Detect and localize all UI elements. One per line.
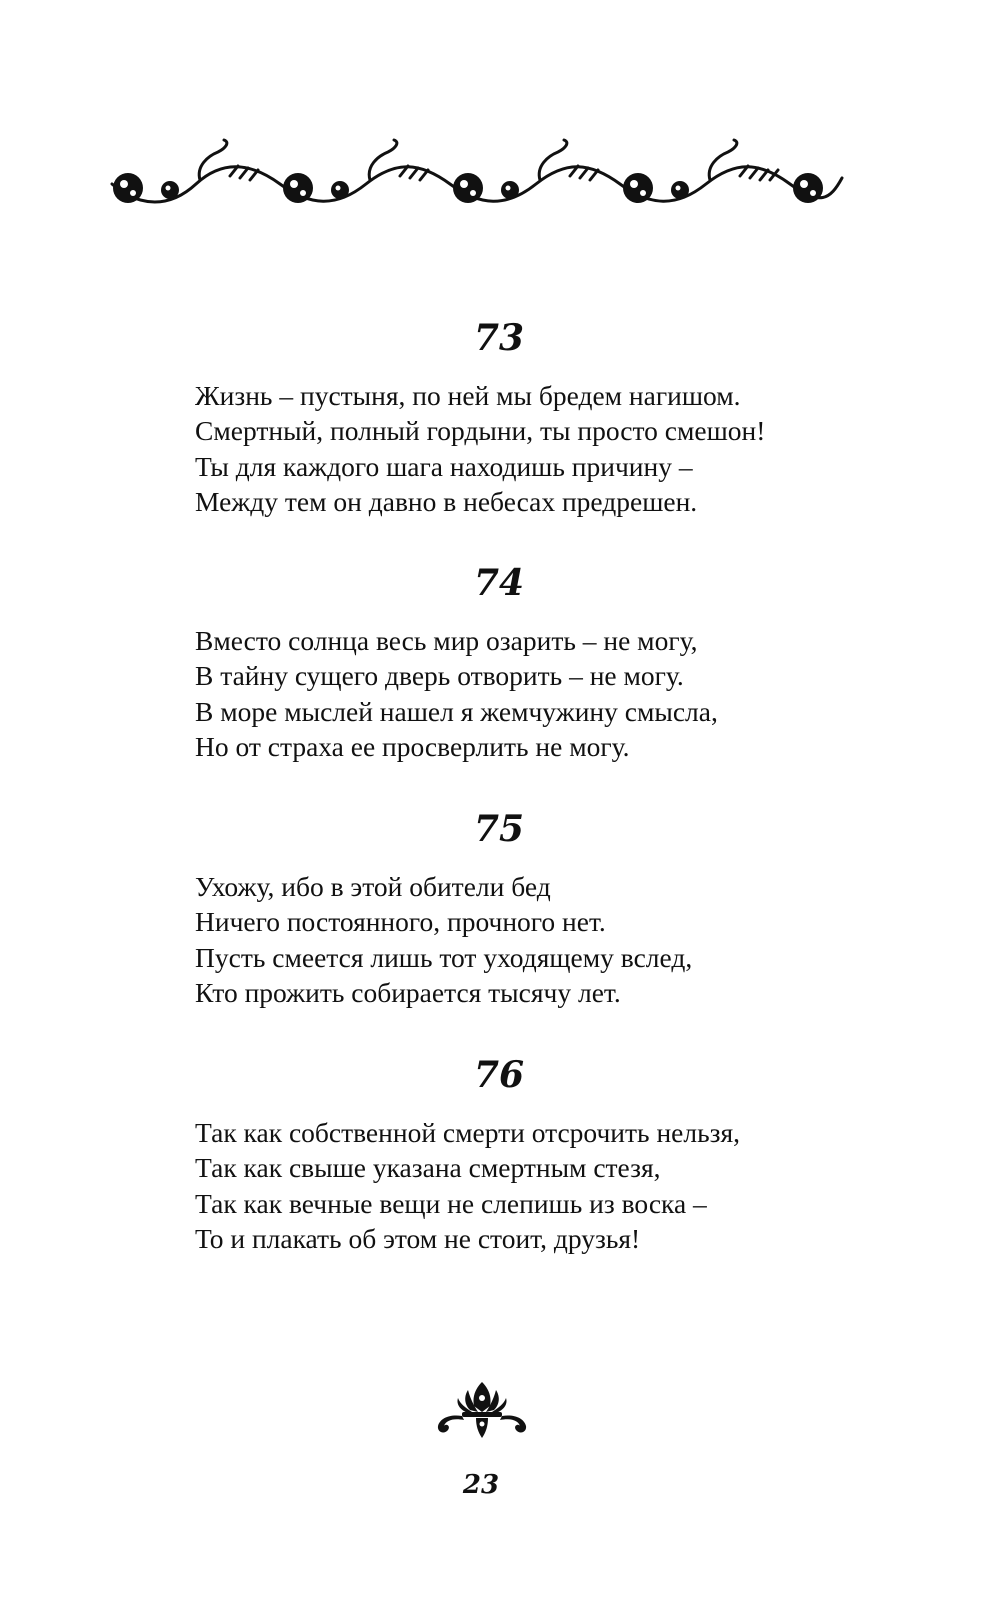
- rubai-75: [195, 809, 835, 1011]
- vine-scroll-border-icon: [100, 138, 850, 218]
- poem-line: В тайну сущего дверь отворить – не могу.: [195, 660, 684, 692]
- poem-lines: [195, 869, 835, 1011]
- palmette-fleuron-icon: [432, 1378, 532, 1440]
- poem-lines: [195, 378, 835, 520]
- poem-number: 76: [473, 1054, 525, 1096]
- poem-line: Но от страха ее просверлить не могу.: [195, 731, 630, 763]
- poem-line: Ничего постоянного, прочного нет.: [195, 906, 606, 938]
- rubai-74: [195, 563, 835, 765]
- rubai-73: [195, 318, 835, 520]
- poem-number: 75: [473, 808, 525, 850]
- poem-line: Ты для каждого шага находишь причину –: [195, 450, 693, 482]
- poem-line: Ухожу, ибо в этой обители бед: [195, 871, 551, 902]
- page-number: 23: [462, 1470, 500, 1500]
- poem-line: Кто прожить собирается тысячу лет.: [195, 977, 621, 1009]
- rubai-76: [195, 1055, 835, 1257]
- poem-line: Жизнь – пустыня, по ней мы бредем нагишом.: [195, 380, 741, 411]
- poem-line: Между тем он давно в небесах предрешен.: [195, 486, 698, 518]
- poem-line: Смертный, полный гордыни, ты просто смешон!: [195, 415, 766, 447]
- poem-line: Пусть смеется лишь тот уходящему вслед,: [195, 941, 693, 973]
- poem-lines: [195, 623, 835, 765]
- poem-number: 74: [473, 562, 525, 604]
- poem-lines: [195, 1115, 835, 1257]
- poem-line: В море мыслей нашел я жемчужину смысла,: [195, 695, 718, 727]
- poem-line: Так как собственной смерти отсрочить нельзя,: [195, 1117, 741, 1148]
- poem-line: Так как свыше указана смертным стезя,: [195, 1152, 661, 1184]
- poem-line: То и плакать об этом не стоит, друзья!: [195, 1223, 641, 1255]
- poem-number: 73: [473, 317, 525, 359]
- poem-line: Так как вечные вещи не слепишь из воска –: [195, 1187, 707, 1219]
- poem-line: Вместо солнца весь мир озарить – не могу,: [195, 625, 698, 656]
